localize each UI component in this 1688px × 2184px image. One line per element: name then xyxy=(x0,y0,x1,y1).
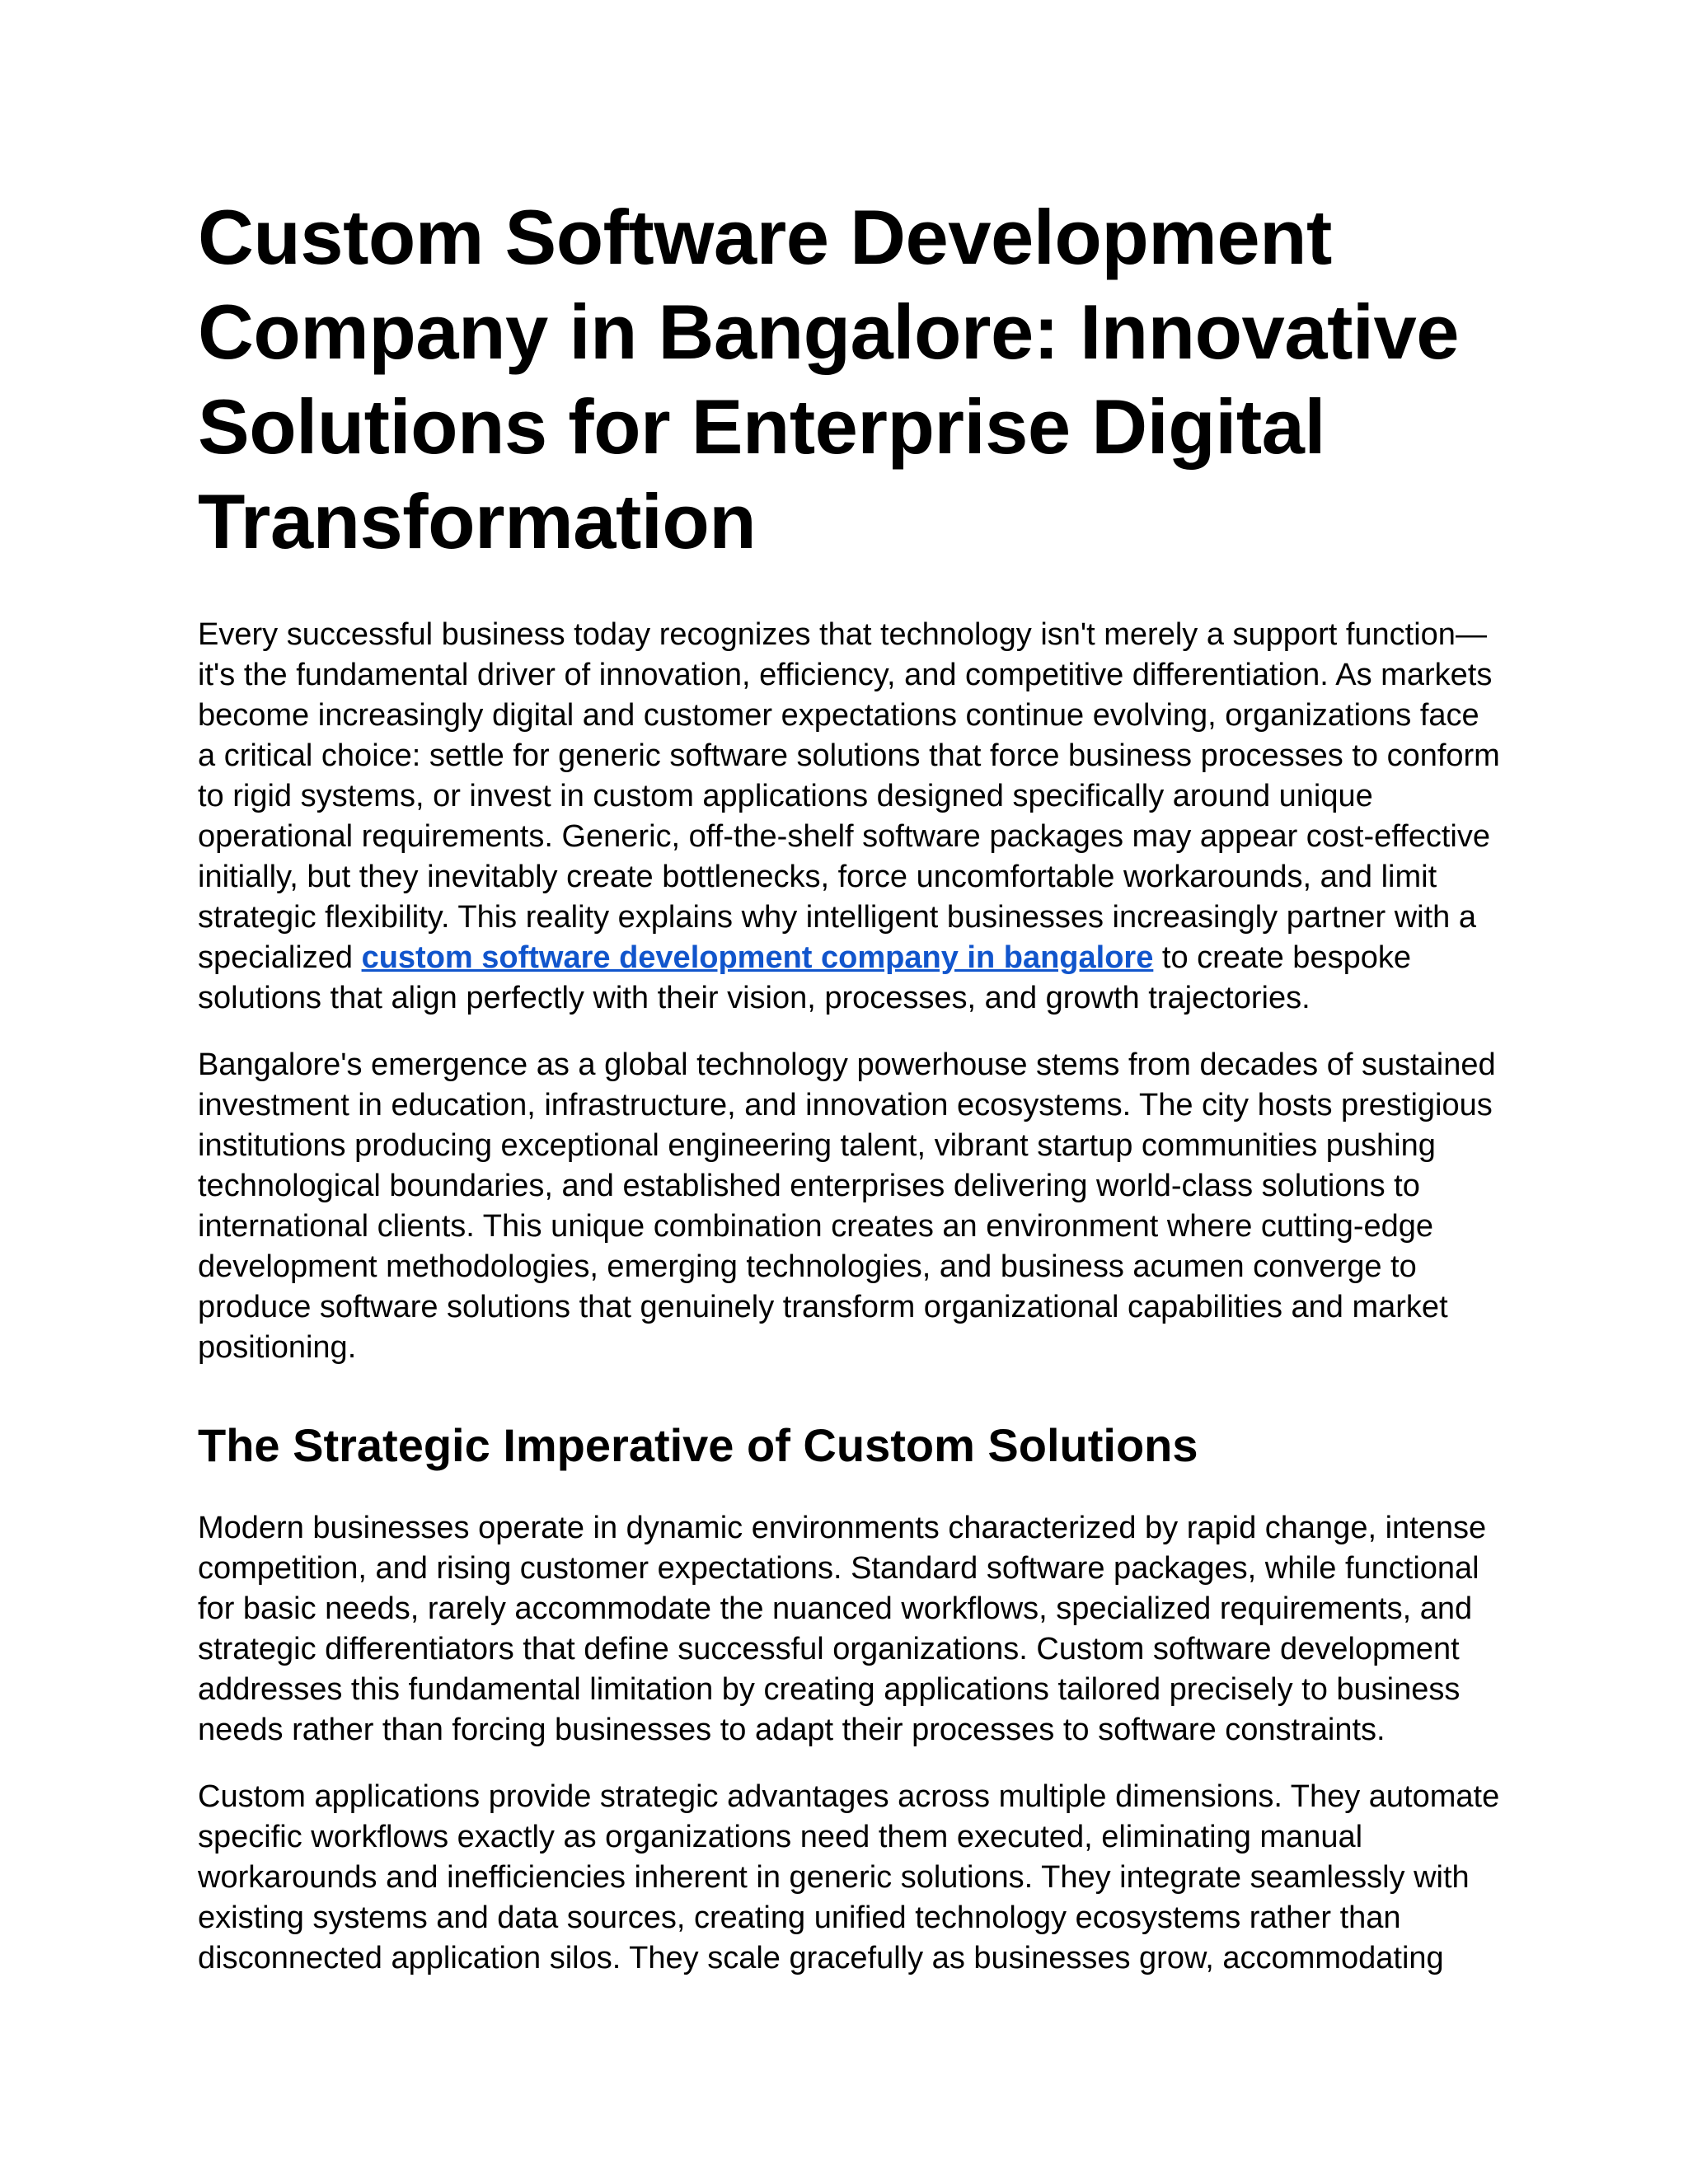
custom-applications-paragraph: Custom applications provide strategic advantages across multiple dimensions. They automate specific workflows exactly as organizations need them executed, eliminating manual workarounds and inefficiencies inherent in generic solutions. They integrate seamlessly with existing systems and data sources, creating unified technology ecosystems rather than disconnected application silos. They scale gracefully as businesses grow, accommodating xyxy=(198,1779,1500,1975)
document-page xyxy=(198,190,1500,2005)
intro-text-before-link: Every successful business today recognizes that technology isn't merely a support function—it's the fundamental driver of innovation, efficiency, and competitive differentiation. As markets become increasingly digital and customer expectations continue evolving, organizations face a critical choice: settle for generic software solutions that force business processes to conform to rigid systems, or invest in custom applications designed specifically around unique operational requirements. Generic, off-the-shelf software packages may appear cost-effective initially, but they inevitably create bottlenecks, force uncomfortable workarounds, and limit strategic flexibility. This reality explains why intelligent businesses increasingly partner with a specialized xyxy=(198,617,1500,975)
section-heading: The Strategic Imperative of Custom Solutions xyxy=(198,1419,1198,1471)
custom-software-company-link[interactable]: custom software development company in bangalore xyxy=(361,940,1154,975)
modern-businesses-paragraph: Modern businesses operate in dynamic environments characterized by rapid change, intense competition, and rising customer expectations. Standard software packages, while functional for basic needs, rarely accommodate the nuanced workflows, specialized requirements, and strategic differentiators that define successful organizations. Custom software development addresses this fundamental limitation by creating applications tailored precisely to business needs rather than forcing businesses to adapt their processes to software constraints. xyxy=(198,1511,1487,1747)
intro-text-after-link: to create bespoke solutions that align perfectly with their vision, processes, and growth trajectories. xyxy=(198,940,1411,1015)
document-title: Custom Software Development Company in Bangalore: Innovative Solutions for Enterprise Digital Transformation xyxy=(198,194,1460,565)
intro-paragraph xyxy=(198,615,1500,1019)
bangalore-paragraph: Bangalore's emergence as a global technology powerhouse stems from decades of sustained investment in education, infrastructure, and innovation ecosystems. The city hosts prestigious institutions producing exceptional engineering talent, vibrant startup communities pushing technological boundaries, and established enterprises delivering world-class solutions to international clients. This unique combination creates an environment where cutting-edge development methodologies, emerging technologies, and business acumen converge to produce software solutions that genuinely transform organizational capabilities and market positioning. xyxy=(198,1047,1496,1365)
